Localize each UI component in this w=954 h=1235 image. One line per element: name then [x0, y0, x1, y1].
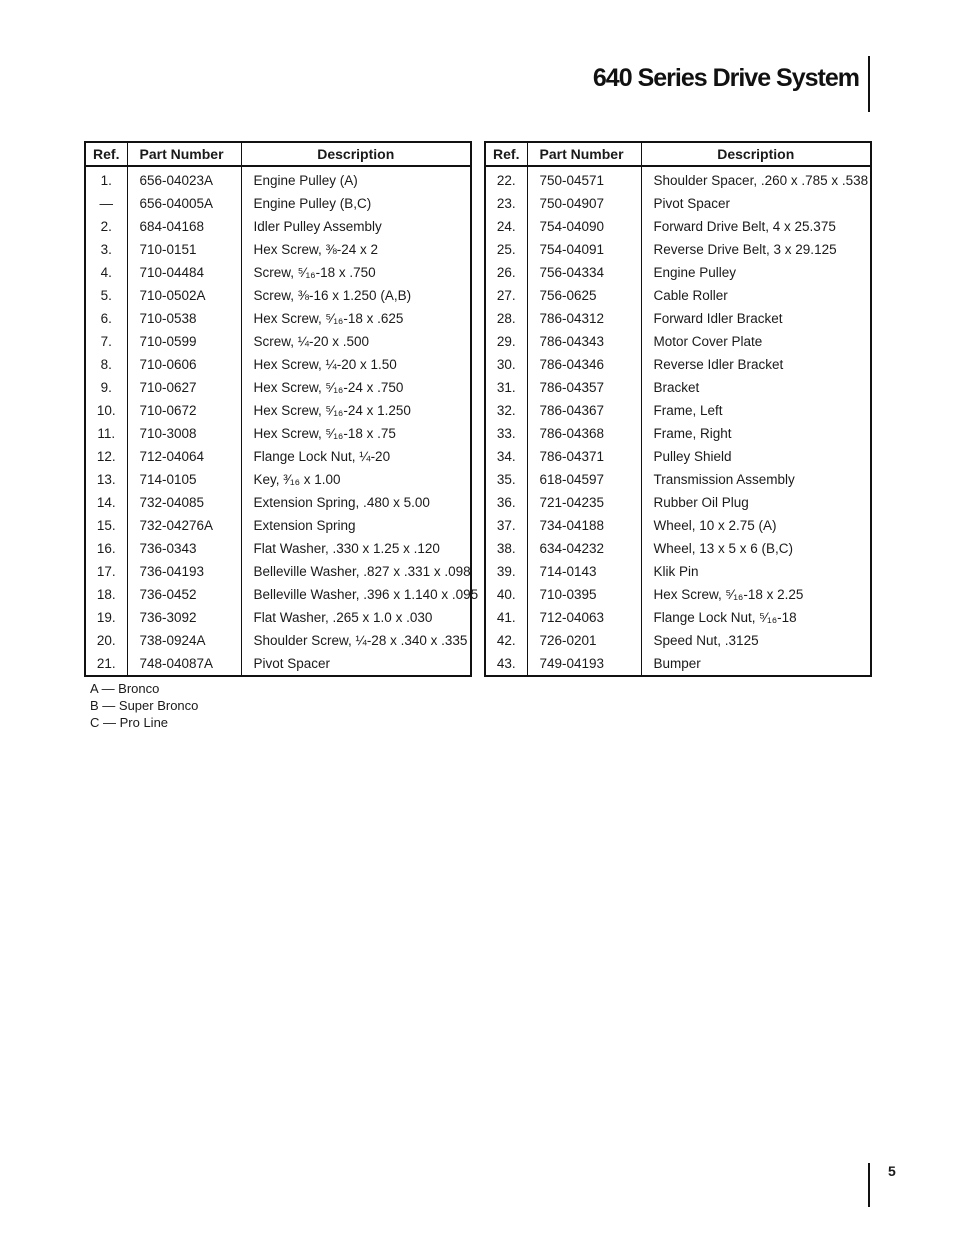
- table-row: [85, 629, 471, 652]
- ref-cell: 1.: [100, 173, 112, 188]
- model-legend: [90, 680, 198, 731]
- ref-cell: 2.: [100, 219, 112, 234]
- part-number-cell: 738-0924A: [127, 629, 241, 652]
- ref-cell: 7.: [100, 334, 112, 349]
- legend-item: B — Super Bronco: [90, 698, 199, 713]
- description-cell: Shoulder Spacer, .260 x .785 x .538: [641, 166, 871, 192]
- description-cell: Shoulder Screw, ¼-28 x .340 x .335: [241, 629, 471, 652]
- table-row: [485, 445, 871, 468]
- table-row: [85, 261, 471, 284]
- page-title: 640 Series Drive System: [592, 64, 859, 92]
- description-cell: Flat Washer, .330 x 1.25 x .120: [241, 537, 471, 560]
- ref-cell: 16.: [96, 541, 116, 556]
- table-row: [485, 606, 871, 629]
- header-part-number: Part Number: [527, 142, 641, 166]
- part-number-cell: 786-04367: [527, 399, 641, 422]
- ref-cell: 32.: [496, 403, 516, 418]
- table-row: [85, 652, 471, 676]
- part-number-cell: 749-04193: [527, 652, 641, 676]
- table-row: [85, 468, 471, 491]
- table-row: [85, 583, 471, 606]
- ref-cell: 28.: [496, 311, 516, 326]
- header-description: Description: [641, 142, 871, 166]
- ref-cell: 17.: [96, 564, 116, 579]
- ref-cell: 6.: [100, 311, 112, 326]
- description-cell: Screw, ⁵⁄₁₆-18 x .750: [241, 261, 471, 284]
- part-number-cell: 710-0395: [527, 583, 641, 606]
- description-cell: Forward Drive Belt, 4 x 25.375: [641, 215, 871, 238]
- ref-cell: 39.: [496, 564, 516, 579]
- part-number-cell: 736-04193: [127, 560, 241, 583]
- table-row: [485, 192, 871, 215]
- part-number-cell: 786-04357: [527, 376, 641, 399]
- header-ref: Ref.: [485, 142, 527, 166]
- legend-item: A — Bronco: [90, 681, 160, 696]
- description-cell: Hex Screw, ⁵⁄₁₆-18 x .625: [241, 307, 471, 330]
- ref-cell: 24.: [496, 219, 516, 234]
- part-number-cell: 754-04090: [527, 215, 641, 238]
- table-row: [485, 560, 871, 583]
- part-number-cell: 712-04063: [527, 606, 641, 629]
- ref-cell: 19.: [96, 610, 116, 625]
- table-row: [85, 307, 471, 330]
- part-number-cell: 786-04312: [527, 307, 641, 330]
- ref-cell: 5.: [100, 288, 112, 303]
- description-cell: Frame, Right: [641, 422, 871, 445]
- table-row: [485, 353, 871, 376]
- description-cell: Bumper: [641, 652, 871, 676]
- part-number-cell: 786-04368: [527, 422, 641, 445]
- ref-cell: 43.: [496, 656, 516, 671]
- description-cell: Hex Screw, ⁵⁄₁₆-18 x .75: [241, 422, 471, 445]
- table-row: [485, 491, 871, 514]
- part-number-cell: 756-04334: [527, 261, 641, 284]
- ref-cell: 22.: [496, 173, 516, 188]
- part-number-cell: 786-04343: [527, 330, 641, 353]
- ref-cell: 29.: [496, 334, 516, 349]
- ref-cell: 8.: [100, 357, 112, 372]
- part-number-cell: 732-04276A: [127, 514, 241, 537]
- title-divider: [868, 56, 870, 112]
- header-description: Description: [241, 142, 471, 166]
- table-row: [485, 215, 871, 238]
- table-row: [485, 468, 871, 491]
- ref-cell: 42.: [496, 633, 516, 648]
- table-header-row: [85, 142, 471, 166]
- header-ref: Ref.: [85, 142, 127, 166]
- table-row: [485, 514, 871, 537]
- description-cell: Flange Lock Nut, ⁵⁄₁₆-18: [641, 606, 871, 629]
- table-row: [85, 606, 471, 629]
- table-row: [85, 445, 471, 468]
- table-row: [485, 652, 871, 676]
- part-number-cell: 721-04235: [527, 491, 641, 514]
- description-cell: Hex Screw, ⅜-24 x 2: [241, 238, 471, 261]
- table-row: [85, 514, 471, 537]
- part-number-cell: 634-04232: [527, 537, 641, 560]
- description-cell: Transmission Assembly: [641, 468, 871, 491]
- description-cell: Extension Spring: [241, 514, 471, 537]
- part-number-cell: 618-04597: [527, 468, 641, 491]
- part-number-cell: 712-04064: [127, 445, 241, 468]
- part-number-cell: 714-0105: [127, 468, 241, 491]
- table-header-row: [485, 142, 871, 166]
- table-row: [485, 166, 871, 192]
- table-row: [485, 284, 871, 307]
- part-number-cell: 786-04346: [527, 353, 641, 376]
- table-row: [85, 166, 471, 192]
- table-row: [485, 307, 871, 330]
- table-row: [85, 192, 471, 215]
- ref-cell: 38.: [496, 541, 516, 556]
- ref-cell: 40.: [496, 587, 516, 602]
- ref-cell: 20.: [96, 633, 116, 648]
- part-number-cell: 710-3008: [127, 422, 241, 445]
- table-row: [485, 537, 871, 560]
- description-cell: Speed Nut, .3125: [641, 629, 871, 652]
- table-row: [85, 353, 471, 376]
- part-number-cell: 726-0201: [527, 629, 641, 652]
- parts-table-right: [484, 141, 872, 677]
- description-cell: Klik Pin: [641, 560, 871, 583]
- ref-cell: 12.: [96, 449, 116, 464]
- table-row: [85, 215, 471, 238]
- description-cell: Key, ³⁄₁₆ x 1.00: [241, 468, 471, 491]
- page-number: 5: [888, 1163, 896, 1179]
- ref-cell: 13.: [96, 472, 116, 487]
- description-cell: Motor Cover Plate: [641, 330, 871, 353]
- ref-cell: 37.: [496, 518, 516, 533]
- ref-cell: 3.: [100, 242, 112, 257]
- ref-cell: 36.: [496, 495, 516, 510]
- part-number-cell: 710-0502A: [127, 284, 241, 307]
- ref-cell: 41.: [496, 610, 516, 625]
- description-cell: Frame, Left: [641, 399, 871, 422]
- description-cell: Screw, ⅜-16 x 1.250 (A,B): [241, 284, 471, 307]
- legend-item: C — Pro Line: [90, 715, 169, 730]
- description-cell: Pulley Shield: [641, 445, 871, 468]
- part-number-cell: 736-3092: [127, 606, 241, 629]
- table-row: [485, 376, 871, 399]
- part-number-cell: 750-04571: [527, 166, 641, 192]
- part-number-cell: 714-0143: [527, 560, 641, 583]
- ref-cell: 4.: [100, 265, 112, 280]
- description-cell: Wheel, 10 x 2.75 (A): [641, 514, 871, 537]
- ref-cell: 10.: [96, 403, 116, 418]
- ref-cell: 14.: [96, 495, 116, 510]
- part-number-cell: 710-0672: [127, 399, 241, 422]
- part-number-cell: 734-04188: [527, 514, 641, 537]
- ref-cell: 27.: [496, 288, 516, 303]
- ref-cell: 9.: [100, 380, 112, 395]
- ref-cell: 18.: [96, 587, 116, 602]
- description-cell: Hex Screw, ⁵⁄₁₆-18 x 2.25: [641, 583, 871, 606]
- part-number-cell: 656-04005A: [127, 192, 241, 215]
- part-number-cell: 748-04087A: [127, 652, 241, 676]
- ref-cell: 11.: [97, 426, 116, 441]
- ref-cell: —: [99, 196, 113, 211]
- part-number-cell: 710-0606: [127, 353, 241, 376]
- table-row: [485, 330, 871, 353]
- part-number-cell: 736-0343: [127, 537, 241, 560]
- part-number-cell: 710-04484: [127, 261, 241, 284]
- description-cell: Engine Pulley (A): [241, 166, 471, 192]
- parts-table-left: [84, 141, 479, 677]
- description-cell: Belleville Washer, .396 x 1.140 x .095: [241, 583, 471, 606]
- description-cell: Belleville Washer, .827 x .331 x .098: [241, 560, 471, 583]
- description-cell: Cable Roller: [641, 284, 871, 307]
- ref-cell: 35.: [496, 472, 516, 487]
- ref-cell: 15.: [96, 518, 116, 533]
- ref-cell: 23.: [496, 196, 516, 211]
- description-cell: Flat Washer, .265 x 1.0 x .030: [241, 606, 471, 629]
- table-row: [85, 330, 471, 353]
- description-cell: Reverse Drive Belt, 3 x 29.125: [641, 238, 871, 261]
- part-number-cell: 736-0452: [127, 583, 241, 606]
- part-number-cell: 786-04371: [527, 445, 641, 468]
- part-number-cell: 656-04023A: [127, 166, 241, 192]
- table-row: [485, 629, 871, 652]
- description-cell: Forward Idler Bracket: [641, 307, 871, 330]
- ref-cell: 26.: [496, 265, 516, 280]
- table-row: [85, 284, 471, 307]
- ref-cell: 30.: [496, 357, 516, 372]
- table-row: [485, 238, 871, 261]
- description-cell: Wheel, 13 x 5 x 6 (B,C): [641, 537, 871, 560]
- part-number-cell: 710-0599: [127, 330, 241, 353]
- table-row: [485, 261, 871, 284]
- description-cell: Rubber Oil Plug: [641, 491, 871, 514]
- ref-cell: 31.: [496, 380, 516, 395]
- description-cell: Bracket: [641, 376, 871, 399]
- description-cell: Idler Pulley Assembly: [241, 215, 471, 238]
- table-row: [85, 560, 471, 583]
- parts-table-left-body: [85, 166, 479, 676]
- table-row: [85, 399, 471, 422]
- table-row: [485, 399, 871, 422]
- part-number-cell: 750-04907: [527, 192, 641, 215]
- header-part-number: Part Number: [127, 142, 241, 166]
- part-number-cell: 754-04091: [527, 238, 641, 261]
- description-cell: Pivot Spacer: [641, 192, 871, 215]
- ref-cell: 34.: [496, 449, 516, 464]
- description-cell: Flange Lock Nut, ¼-20: [241, 445, 471, 468]
- part-number-cell: 756-0625: [527, 284, 641, 307]
- description-cell: Reverse Idler Bracket: [641, 353, 871, 376]
- part-number-cell: 710-0627: [127, 376, 241, 399]
- description-cell: Pivot Spacer: [241, 652, 471, 676]
- description-cell: Hex Screw, ⁵⁄₁₆-24 x .750: [241, 376, 471, 399]
- ref-cell: 25.: [496, 242, 516, 257]
- table-row: [85, 238, 471, 261]
- description-cell: Hex Screw, ¼-20 x 1.50: [241, 353, 471, 376]
- parts-table-right-body: [485, 166, 871, 676]
- table-row: [85, 376, 471, 399]
- description-cell: Hex Screw, ⁵⁄₁₆-24 x 1.250: [241, 399, 471, 422]
- description-cell: Engine Pulley (B,C): [241, 192, 471, 215]
- part-number-cell: 710-0538: [127, 307, 241, 330]
- description-cell: Engine Pulley: [641, 261, 871, 284]
- table-row: [85, 491, 471, 514]
- ref-cell: 21.: [96, 656, 116, 671]
- table-row: [485, 422, 871, 445]
- footer-divider: [868, 1163, 870, 1207]
- description-cell: Screw, ¼-20 x .500: [241, 330, 471, 353]
- part-number-cell: 684-04168: [127, 215, 241, 238]
- description-cell: Extension Spring, .480 x 5.00: [241, 491, 471, 514]
- part-number-cell: 710-0151: [127, 238, 241, 261]
- table-row: [85, 422, 471, 445]
- part-number-cell: 732-04085: [127, 491, 241, 514]
- table-row: [85, 537, 471, 560]
- ref-cell: 33.: [496, 426, 516, 441]
- table-row: [485, 583, 871, 606]
